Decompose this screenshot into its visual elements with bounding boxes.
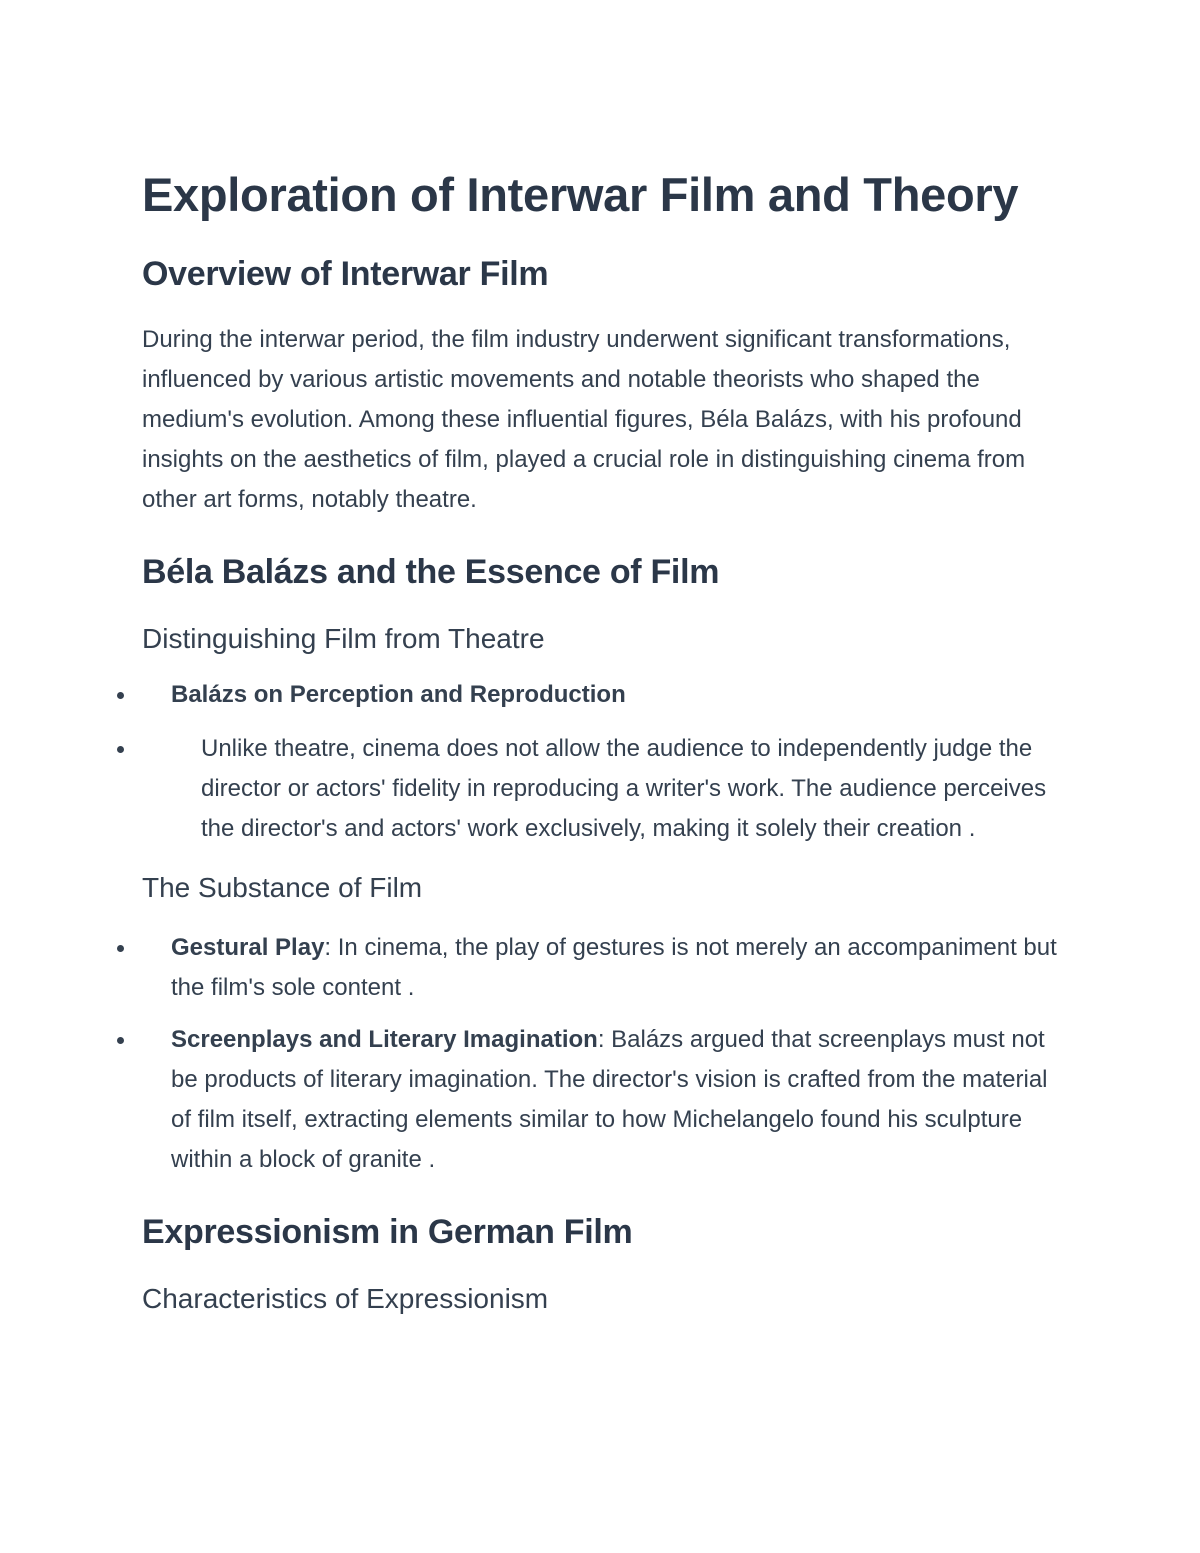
list-item-text: : In cinema, the play of gestures is not merely an accompaniment but the film's sole content . [171,934,1057,1001]
list-item [142,1020,1072,1180]
subsection-heading-substance: The Substance of Film [142,872,423,903]
list-item-label: Balázs on Perception and Reproduction [171,681,626,708]
subsection-heading-distinguishing: Distinguishing Film from Theatre [142,623,545,654]
bullet-icon [117,692,124,699]
section-heading-overview: Overview of Interwar Film [142,255,549,293]
overview-paragraph: During the interwar period, the film industry underwent significant transformations, influenced by various artistic movements and notable theorists who shaped the medium's evolution. Among these influential figures, Béla Balázs, with his profound insights on the aesthetics of film, played a crucial role in distinguishing cinema from other art forms, notably theatre. [142,326,1026,513]
section-heading-expressionism: Expressionism in German Film [142,1213,633,1251]
list-item [142,675,1072,715]
list-item-text: : Balázs argued that screenplays must not be products of literary imagination. The director's vision is crafted from the material of film itself, extracting elements similar to how Michelangelo found his sculpture within a block of granite . [171,1026,1048,1173]
list-item [142,928,1072,1008]
substance-list [142,928,1072,1180]
nested-list-item [142,729,1072,849]
document-title: Exploration of Interwar Film and Theory [142,168,1019,221]
list-item-label: Screenplays and Literary Imagination [171,1026,598,1053]
list-item-label: Gestural Play [171,934,325,961]
section-heading-balazs: Béla Balázs and the Essence of Film [142,553,720,591]
subsection-heading-characteristics: Characteristics of Expressionism [142,1283,549,1314]
bullet-icon [117,1037,124,1044]
document-page [142,165,1072,1318]
distinguishing-list [142,675,1072,849]
bullet-icon [117,945,124,952]
bullet-icon [117,746,124,753]
nested-list-item-text: Unlike theatre, cinema does not allow the audience to independently judge the director or actors' fidelity in reproducing a writer's work. The audience perceives the director's and actors' work exclusively, making it solely their creation . [201,735,1047,842]
